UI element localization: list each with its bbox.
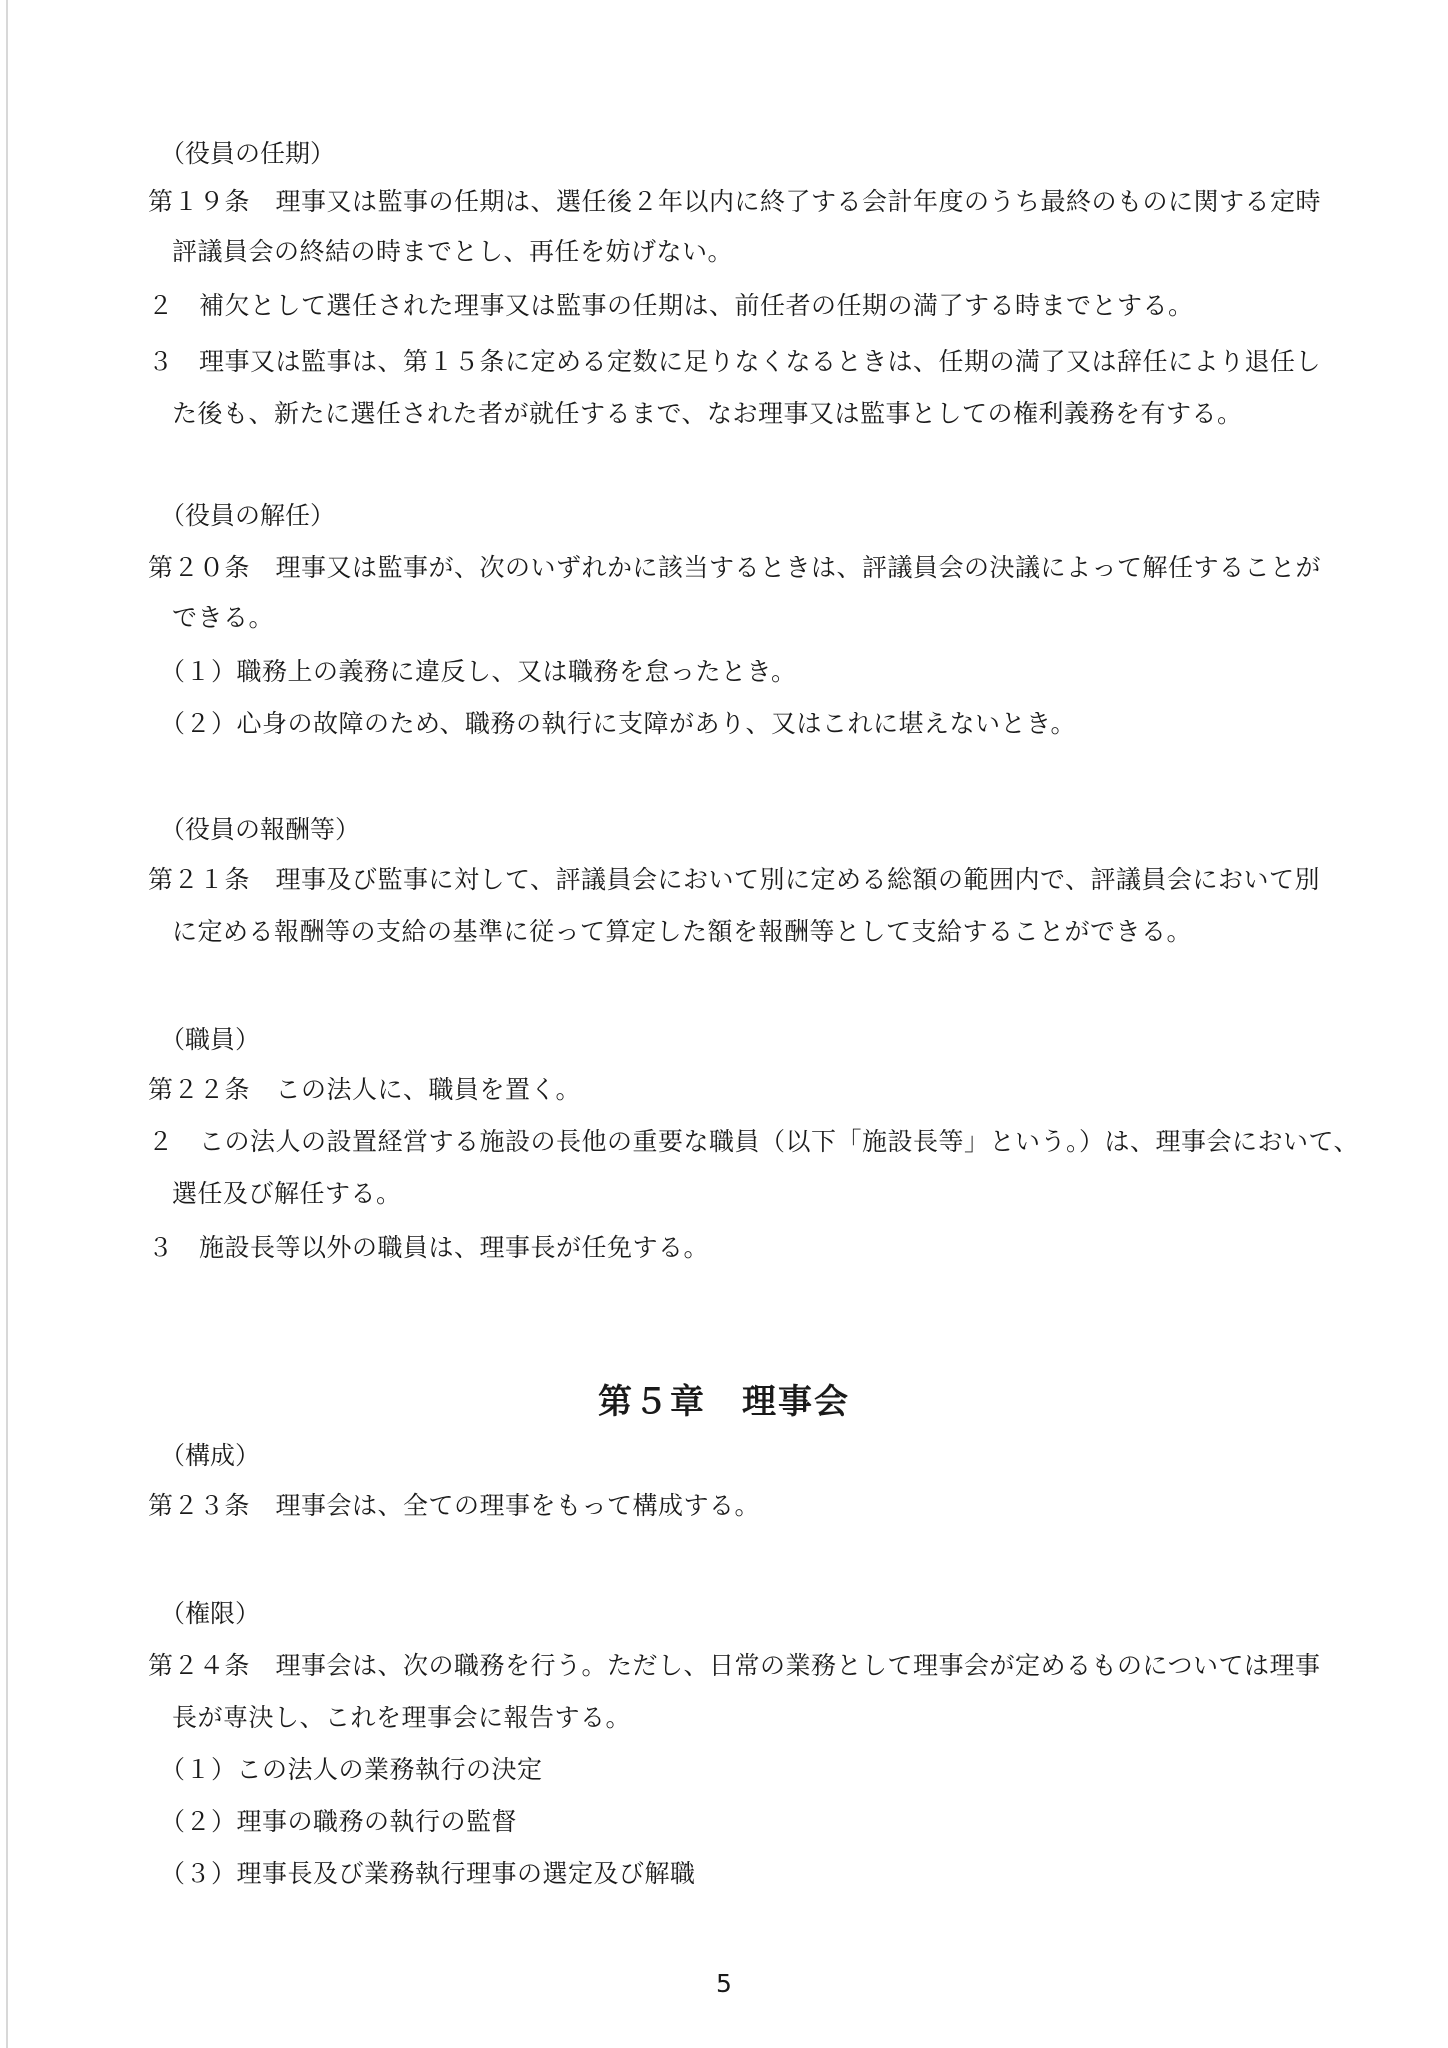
chapter-5-title: 第５章 理事会	[598, 1382, 850, 1422]
article-24-heading: （権限）	[160, 1599, 261, 1628]
article-24-item-2: （２）理事の職務の執行の監督	[160, 1807, 518, 1836]
article-20-line-1: 第２０条 理事又は監事が、次のいずれかに該当するときは、評議員会の決議によって解任することが	[148, 553, 1322, 582]
article-22-para-3: ３ 施設長等以外の職員は、理事長が任免する。	[148, 1233, 710, 1262]
article-22-line-1: 第２２条 この法人に、職員を置く。	[148, 1075, 582, 1104]
article-24-item-3: （３）理事長及び業務執行理事の選定及び解職	[160, 1859, 696, 1888]
article-19-para-2: ２ 補欠として選任された理事又は監事の任期は、前任者の任期の満了する時までとする。	[148, 291, 1194, 320]
article-19-para-3-line-1: ３ 理事又は監事は、第１５条に定める定数に足りなくなるときは、任期の満了又は辞任により退任し	[148, 347, 1322, 376]
article-23-heading: （構成）	[160, 1441, 261, 1470]
article-21-heading: （役員の報酬等）	[160, 815, 361, 844]
page-number: 5	[716, 1969, 732, 1998]
article-20-item-1: （１）職務上の義務に違反し、又は職務を怠ったとき。	[160, 657, 797, 686]
article-20-line-2: できる。	[172, 603, 275, 632]
article-24-item-1: （１）この法人の業務執行の決定	[160, 1755, 543, 1784]
article-21-line-2: に定める報酬等の支給の基準に従って算定した額を報酬等として支給することができる。	[172, 917, 1193, 946]
article-24-line-1: 第２４条 理事会は、次の職務を行う。ただし、日常の業務として理事会が定めるものについては理事	[148, 1651, 1321, 1680]
article-19-para-3-line-2: た後も、新たに選任された者が就任するまで、なお理事又は監事としての権利義務を有する。	[172, 399, 1243, 428]
article-19-line-2: 評議員会の終結の時までとし、再任を妨げない。	[172, 237, 734, 266]
article-24-line-2: 長が専決し、これを理事会に報告する。	[172, 1703, 632, 1732]
article-20-heading: （役員の解任）	[160, 501, 336, 530]
article-22-para-2-line-1: ２ この法人の設置経営する施設の長他の重要な職員（以下「施設長等」という。）は、理事会において、	[148, 1127, 1360, 1156]
article-23-line-1: 第２３条 理事会は、全ての理事をもって構成する。	[148, 1491, 761, 1520]
article-22-heading: （職員）	[160, 1025, 261, 1054]
article-22-para-2-line-2: 選任及び解任する。	[172, 1179, 402, 1208]
article-19-heading: （役員の任期）	[160, 139, 336, 168]
article-20-item-2: （２）心身の故障のため、職務の執行に支障があり、又はこれに堪えないとき。	[160, 709, 1077, 738]
article-21-line-1: 第２１条 理事及び監事に対して、評議員会において別に定める総額の範囲内で、評議員会において別	[148, 865, 1321, 894]
page-edge	[6, 0, 8, 2048]
article-19-line-1: 第１９条 理事又は監事の任期は、選任後２年以内に終了する会計年度のうち最終のものに関する定時	[148, 187, 1322, 216]
